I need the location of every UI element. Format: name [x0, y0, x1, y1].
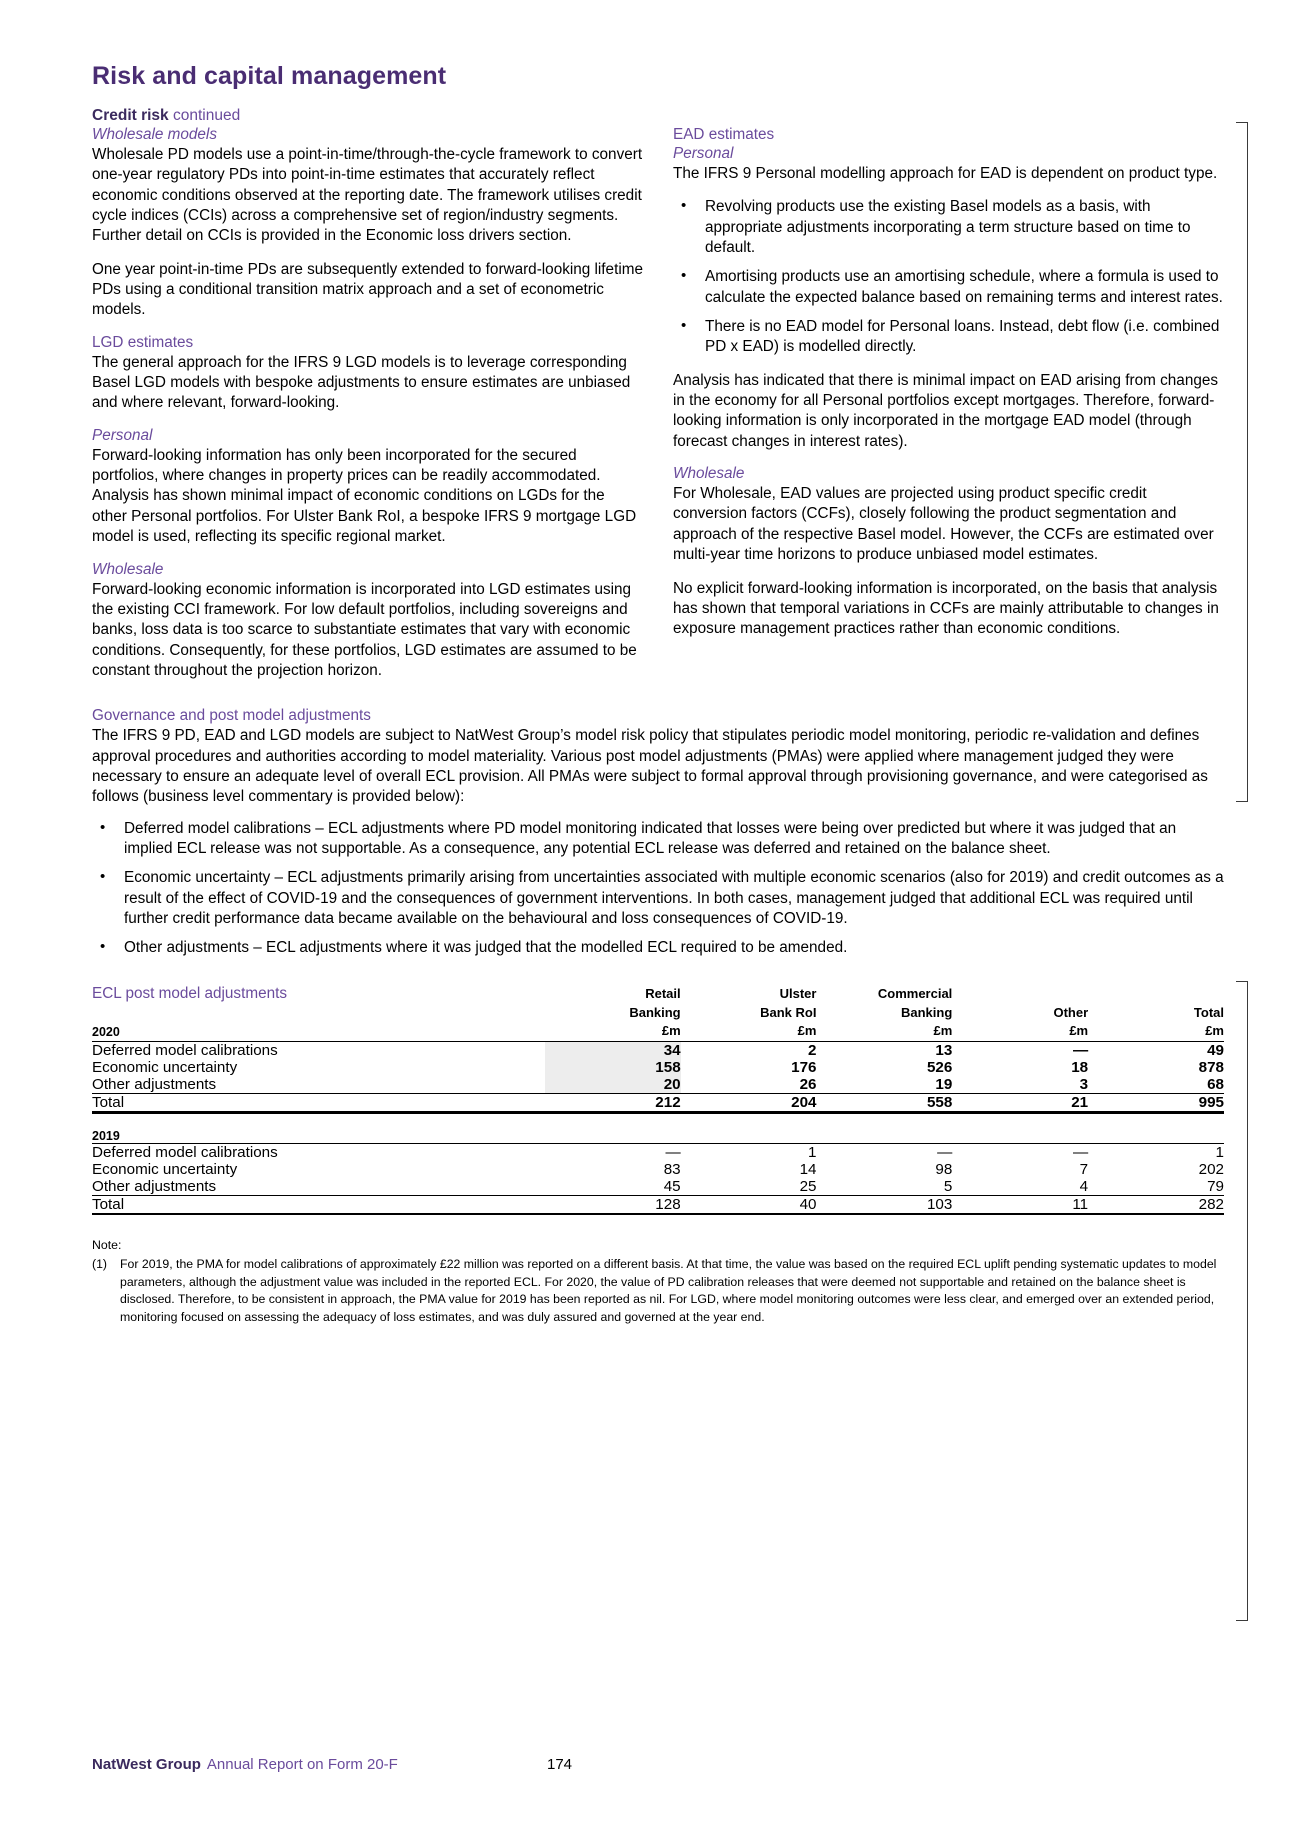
col-header-retail-2: Banking — [629, 1004, 681, 1020]
footer-brand: NatWest Group — [92, 1756, 201, 1773]
row-value: 83 — [663, 1160, 681, 1178]
paragraph-personal-lgd: Forward-looking information has only been incorporated for the secured portfolios, where changes in property prices can be readily accommodated. Analysis has shown minimal impact of economic conditions on LGDs for the other Personal portfolios. For Ulster Bank RoI, a bespoke IFRS 9 mortgage LGD model is used, reflecting its specific regional market. — [92, 446, 637, 546]
row-label: Other adjustments — [92, 1076, 217, 1094]
note-label: Note: — [92, 1237, 122, 1252]
row-value: 19 — [935, 1076, 953, 1094]
page-title: Risk and capital management — [92, 62, 447, 90]
governance-bullet-list — [92, 819, 1224, 959]
table-row — [92, 1143, 1224, 1161]
table-row — [92, 1076, 1224, 1094]
row-label: Economic uncertainty — [92, 1160, 238, 1178]
row-value: 26 — [799, 1076, 817, 1094]
table-row — [92, 1042, 1224, 1060]
col-unit-retail: £m — [661, 1023, 681, 1039]
heading-personal-ead: Personal — [673, 145, 734, 162]
table-row — [92, 1178, 1224, 1196]
list-item: • Other adjustments – ECL adjustments where it was judged that the modelled ECL required to be amended. — [92, 938, 1224, 958]
row-value: 176 — [791, 1059, 817, 1077]
row-value: 7 — [1079, 1160, 1089, 1178]
heading-wholesale-models: Wholesale models — [92, 126, 217, 143]
footer-report-name: Annual Report on Form 20-F — [206, 1756, 398, 1773]
year-label-2019: 2019 — [92, 1128, 120, 1143]
row-value: 158 — [545, 1059, 681, 1076]
table-header-row-2 — [92, 1004, 1224, 1023]
section-bracket — [1236, 122, 1248, 802]
row-value: 558 — [816, 1094, 952, 1113]
table-row — [92, 1161, 1224, 1178]
row-value: 98 — [935, 1160, 953, 1178]
row-value: 2 — [681, 1042, 817, 1060]
row-value: 995 — [1088, 1094, 1224, 1113]
row-value: 4 — [1079, 1177, 1089, 1195]
row-value: 128 — [545, 1195, 681, 1214]
row-label: Total — [92, 1094, 545, 1113]
footer-page-number: 174 — [547, 1756, 573, 1773]
row-value: 45 — [663, 1177, 681, 1195]
col-header-other-1 — [952, 985, 1088, 1004]
paragraph-ead-analysis: Analysis has indicated that there is minimal impact on EAD arising from changes in the economy for all Personal portfolios except mortgages. Therefore, forward-looking information is only incorporated in the mortgage EAD model (through forecast changes in interest rates). — [673, 371, 1218, 450]
note-number: (1) — [92, 1257, 108, 1272]
row-label: Deferred model calibrations — [92, 1042, 545, 1060]
paragraph-wholesale-pd: Wholesale PD models use a point-in-time/through-the-cycle framework to convert one-year regulatory PDs into point-in-time estimates that accurately reflect economic conditions observed at the reporting date. The framework utilises credit cycle indices (CCIs) across a comprehensive set of region/industry segments. Further detail on CCIs is provided in the Economic loss drivers section. — [92, 146, 643, 245]
row-value: 21 — [952, 1094, 1088, 1113]
continued-label: continued — [172, 107, 241, 124]
row-value: 1 — [1088, 1143, 1224, 1161]
heading-wholesale-lgd: Wholesale — [92, 560, 164, 578]
row-value: 11 — [952, 1195, 1088, 1214]
row-value: 202 — [1198, 1160, 1224, 1178]
row-value: 3 — [1079, 1076, 1089, 1094]
col-header-retail-1: Retail — [645, 985, 681, 1001]
table-row — [92, 1059, 1224, 1076]
row-value: 212 — [545, 1094, 681, 1113]
table-note — [92, 1237, 1224, 1326]
row-value: 68 — [1207, 1076, 1224, 1094]
row-value: 20 — [545, 1076, 681, 1094]
list-item: • Amortising products use an amortising schedule, where a formula is used to calculate the expected balance based on remaining terms and interest rates. — [673, 267, 1224, 308]
row-value: 49 — [1088, 1042, 1224, 1060]
col-unit-other: £m — [1069, 1023, 1089, 1039]
col-unit-total: £m — [1205, 1023, 1224, 1039]
row-label: Other adjustments — [92, 1177, 217, 1195]
paragraph-no-forward-looking: No explicit forward-looking information is incorporated, on the basis that analysis has shown that temporal variations in CCFs are mainly attributable to changes in exposure management practices rather than economic conditions. — [673, 579, 1219, 638]
ead-bullet-list — [673, 197, 1224, 357]
row-value: 13 — [816, 1042, 952, 1060]
row-value: 79 — [1207, 1177, 1224, 1195]
heading-lgd-estimates: LGD estimates — [92, 333, 194, 351]
col-header-total-2: Total — [1193, 1004, 1224, 1020]
row-label: Deferred model calibrations — [92, 1143, 545, 1161]
row-value: 25 — [799, 1177, 817, 1195]
paragraph-lifetime-pd: One year point-in-time PDs are subsequently extended to forward-looking lifetime PDs using a conditional transition matrix approach and a set of econometric models. — [92, 260, 643, 319]
heading-governance: Governance and post model adjustments — [92, 707, 371, 725]
list-item: • Deferred model calibrations – ECL adjustments where PD model monitoring indicated that losses were being over predicted but where it was judged that an implied ECL release was not supportable. As a consequence, any potential ECL release was deferred and retained on the balance sheet. — [92, 819, 1224, 860]
table-header-row-1 — [92, 985, 1224, 1004]
paragraph-ead-product-type: The IFRS 9 Personal modelling approach for EAD is dependent on product type. — [673, 165, 1218, 182]
table-bracket — [1236, 981, 1248, 1621]
paragraph-wholesale-lgd: Forward-looking economic information is incorporated into LGD estimates using the existing CCI framework. For low default portfolios, including sovereigns and banks, loss data is too scarce to substantiate estimates that vary with economic conditions. Consequently, for these portfolios, LGD estimates are assumed to be constant throughout the projection horizon. — [92, 580, 637, 679]
heading-ead-estimates: EAD estimates — [673, 126, 775, 143]
row-value: 40 — [681, 1195, 817, 1214]
table-header-row-3 — [92, 1022, 1224, 1041]
governance-section — [92, 707, 1224, 958]
two-column-body — [92, 126, 1224, 681]
credit-risk-label: Credit risk — [92, 107, 169, 124]
right-column — [673, 126, 1224, 681]
row-value: 526 — [926, 1059, 953, 1077]
row-value: 282 — [1088, 1195, 1224, 1214]
list-item: • Economic uncertainty – ECL adjustments primarily arising from uncertainties associated with multiple economic scenarios (also for 2019) and credit outcomes as a result of the effect of COVID-19 and the consequences of government interventions. In both cases, management judged that additional ECL was required until further credit performance data became available on the behavioural and loss consequences of COVID-19. — [92, 868, 1224, 929]
col-header-commercial-2: Banking — [901, 1004, 953, 1020]
row-value: 5 — [943, 1177, 953, 1195]
paragraph-governance-intro: The IFRS 9 PD, EAD and LGD models are subject to NatWest Group’s model risk policy that stipulates periodic model monitoring, periodic re-validation and defines approval procedures and authorities according to model materiality. Various post model adjustments (PMAs) were applied where management judged they were necessary to ensure an adequate level of overall ECL provision. All PMAs were subject to formal approval through provisioning governance, and were categorised as follows (business level commentary is provided below): — [92, 727, 1208, 806]
table-total-row-2019 — [92, 1195, 1224, 1214]
row-value: 878 — [1198, 1059, 1224, 1077]
year-label-2020: 2020 — [92, 1024, 120, 1039]
col-unit-commercial: £m — [933, 1023, 953, 1039]
page-footer — [92, 1756, 1224, 1773]
col-unit-ulster: £m — [797, 1023, 817, 1039]
heading-personal-lgd: Personal — [92, 426, 153, 444]
list-item: • There is no EAD model for Personal loans. Instead, debt flow (i.e. combined PD x EAD) is modelled directly. — [673, 317, 1224, 358]
table-year-row-2019 — [92, 1129, 1224, 1144]
paragraph-wholesale-ccf: For Wholesale, EAD values are projected using product specific credit conversion factors (CCFs), closely following the product segmentation and approach of the respective Basel model. However, the CCFs are estimated over multi-year time horizons to produce unbiased model estimates. — [673, 485, 1214, 564]
ecl-post-model-adjustments-table — [92, 985, 1224, 1215]
section-subheading — [92, 107, 1224, 125]
row-value: 14 — [799, 1160, 817, 1178]
row-value: — — [545, 1143, 681, 1161]
row-value: 204 — [681, 1094, 817, 1113]
heading-wholesale-ead: Wholesale — [673, 465, 745, 483]
row-value: 103 — [816, 1195, 952, 1214]
left-column — [92, 126, 643, 681]
col-header-ulster-1: Ulster — [779, 985, 817, 1001]
ecl-table-section — [92, 985, 1224, 1326]
row-value: — — [816, 1143, 952, 1161]
list-item: • Revolving products use the existing Basel models as a basis, with appropriate adjustments incorporating a term structure based on time to default. — [673, 197, 1224, 258]
table-total-row-2020 — [92, 1094, 1224, 1113]
col-header-ulster-2: Bank RoI — [760, 1004, 817, 1020]
col-header-other-2: Other — [1053, 1004, 1089, 1020]
row-label: Economic uncertainty — [92, 1059, 238, 1077]
paragraph-lgd-general: The general approach for the IFRS 9 LGD models is to leverage corresponding Basel LGD models with bespoke adjustments to ensure estimates are unbiased and where relevant, forward-looking. — [92, 353, 631, 412]
col-header-commercial-1: Commercial — [877, 985, 953, 1001]
row-value: 18 — [1071, 1059, 1089, 1077]
row-value: — — [952, 1042, 1088, 1060]
row-label: Total — [92, 1195, 545, 1214]
note-text: For 2019, the PMA for model calibrations of approximately £22 million was reported on a different basis. At that time, the value was based on the required ECL uplift pending systematic updates to model parameters, although the adjustment value was included in the reported ECL. For 2020, the value of PD calibration releases that were deemed not supportable and retained on the balance sheet is disclosed. Therefore, to be consistent in approach, the PMA value for 2019 has been reported as nil. For LGD, where model monitoring outcomes were less clear, and emerged over an extended period, monitoring focused on assessing the adequacy of loss estimates, and was duly assured and governed at the year end. — [120, 1257, 1217, 1324]
table-title: ECL post model adjustments — [92, 985, 287, 1003]
table-spacer — [92, 1113, 1224, 1129]
col-header-total-1 — [1088, 985, 1224, 1004]
row-value: 34 — [545, 1042, 681, 1060]
row-value: — — [952, 1143, 1088, 1161]
row-value: 1 — [681, 1143, 817, 1161]
